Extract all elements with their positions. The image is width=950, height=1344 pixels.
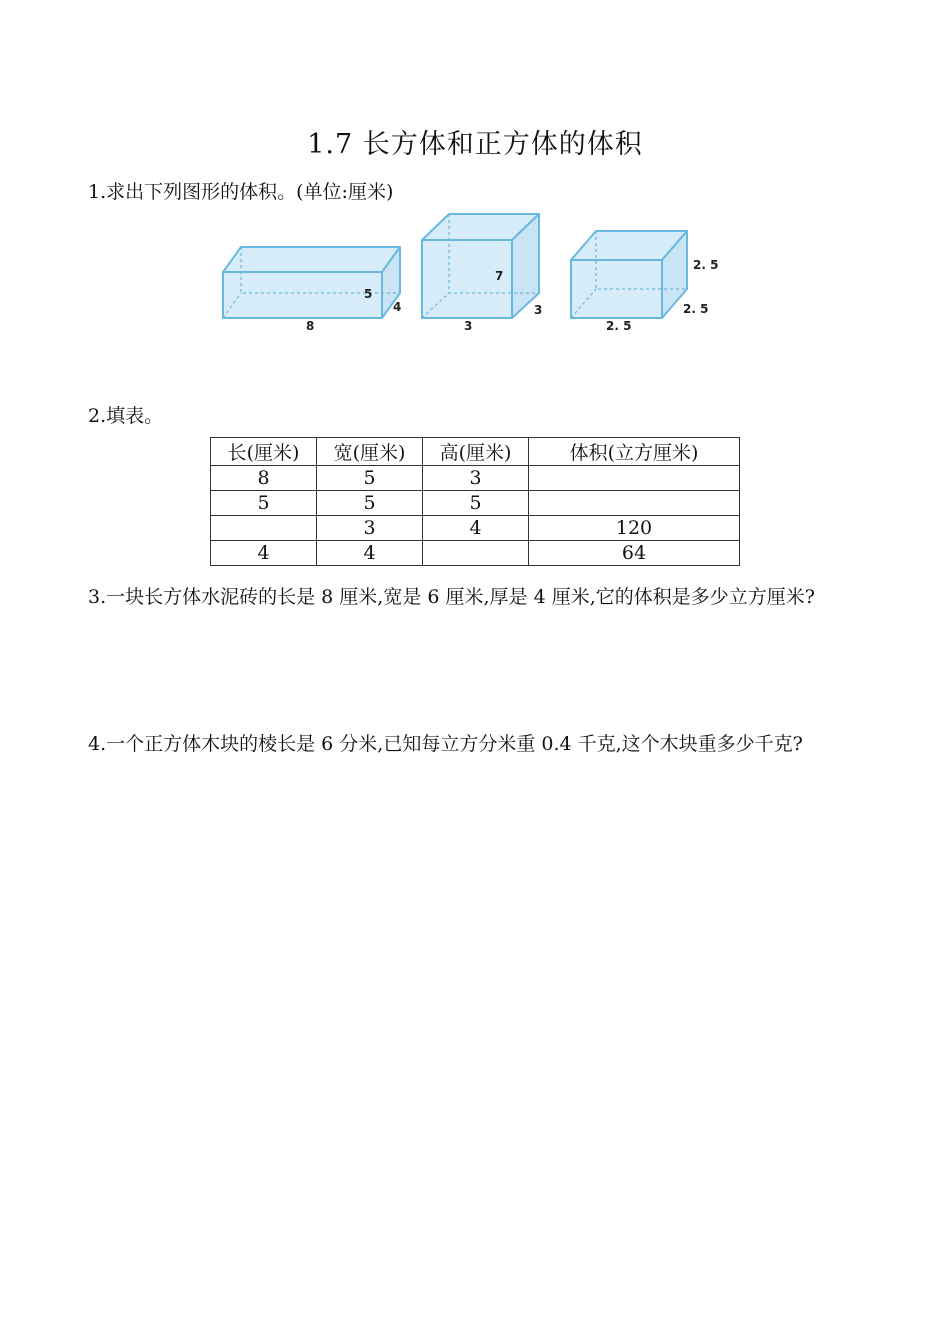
page-title: 1.7 长方体和正方体的体积: [307, 129, 643, 160]
cuboid-1-top: [223, 247, 400, 272]
cube-height-label: 2. 5: [693, 258, 719, 272]
table-row: [211, 516, 740, 541]
question-4: 4.一个正方体木块的棱长是 6 分米,已知每立方分米重 0.4 千克,这个木块重多少千克?: [88, 733, 803, 755]
cuboid-1: [223, 247, 401, 333]
cell-volume[interactable]: [529, 491, 740, 516]
header-volume: 体积(立方厘米): [529, 438, 740, 466]
figures-svg: [215, 210, 735, 340]
cell-length: 5: [211, 491, 317, 516]
fill-table: [210, 437, 740, 566]
cell-volume: 120: [529, 516, 740, 541]
cell-volume[interactable]: [529, 466, 740, 491]
cube-length-label: 2. 5: [606, 319, 632, 333]
cell-height: 3: [423, 466, 529, 491]
cell-length[interactable]: [211, 516, 317, 541]
cuboid-1-width-label: 4: [393, 300, 402, 314]
cuboid-2-height-label: 7: [495, 269, 504, 283]
table-row: [211, 491, 740, 516]
cuboid-1-front: [223, 272, 382, 318]
cell-width: 5: [317, 466, 423, 491]
header-width: 宽(厘米): [317, 438, 423, 466]
cuboid-1-length-label: 8: [306, 319, 315, 333]
cell-volume: 64: [529, 541, 740, 566]
table-row: [211, 541, 740, 566]
cell-length: 8: [211, 466, 317, 491]
cuboid-2-length-label: 3: [464, 319, 473, 333]
cell-height: 5: [423, 491, 529, 516]
figures: [215, 210, 735, 340]
cuboid-1-height-label: 5: [364, 287, 373, 301]
cell-width: 5: [317, 491, 423, 516]
question-1: 1.求出下列图形的体积。(单位:厘米): [88, 181, 394, 203]
cell-width: 3: [317, 516, 423, 541]
cube-width-label: 2. 5: [683, 302, 709, 316]
cuboid-2-width-label: 3: [534, 303, 543, 317]
header-height: 高(厘米): [423, 438, 529, 466]
cell-height: 4: [423, 516, 529, 541]
header-length: 长(厘米): [211, 438, 317, 466]
cuboid-2: [422, 214, 542, 333]
table-header-row: [211, 438, 740, 466]
cell-width: 4: [317, 541, 423, 566]
question-2: 2.填表。: [88, 405, 164, 427]
cell-height[interactable]: [423, 541, 529, 566]
cell-length: 4: [211, 541, 317, 566]
cube: [571, 231, 718, 333]
table-row: [211, 466, 740, 491]
question-3: 3.一块长方体水泥砖的长是 8 厘米,宽是 6 厘米,厚是 4 厘米,它的体积是多少立方厘米?: [88, 586, 815, 608]
